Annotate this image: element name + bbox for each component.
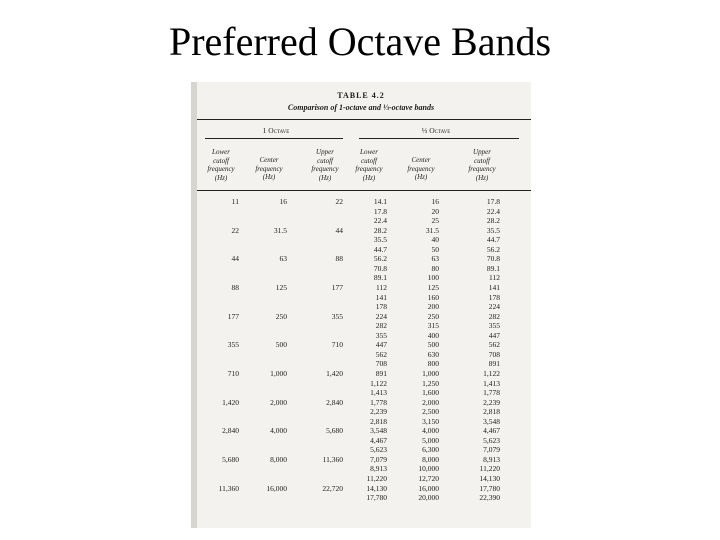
- octave-cell: 2,840: [222, 426, 239, 436]
- octave-group-header: 1 Octave: [262, 126, 290, 135]
- col-head-line: frequency: [207, 165, 235, 173]
- octave-cell: 355: [331, 311, 343, 321]
- col-head-line: frequency: [355, 165, 383, 173]
- third-octave-cell: 891: [375, 368, 387, 378]
- col-head-line: Lower: [212, 148, 230, 156]
- third-octave-cell: 17,780: [366, 493, 387, 503]
- octave-cell: 44: [335, 225, 343, 235]
- top-rule: [197, 119, 531, 120]
- third-octave-cell: 3,548: [483, 416, 500, 426]
- col-head-line: frequency: [468, 165, 496, 173]
- col-head-line: (Hz): [414, 173, 428, 181]
- octave-cell: 4,000: [270, 426, 287, 436]
- third-octave-cell: 20,000: [418, 493, 439, 503]
- third-octave-cell: 5,623: [483, 435, 500, 445]
- third-octave-cell: 17.8: [373, 206, 387, 216]
- third-octave-cell: 100: [427, 273, 439, 283]
- octave-cell: 1,000: [270, 368, 287, 378]
- third-octave-cell: 1,778: [483, 388, 500, 397]
- third-octave-cell: 112: [376, 282, 387, 292]
- third-octave-cell: 447: [488, 330, 500, 340]
- third-octave-cell: 50: [431, 244, 439, 254]
- third-octave-cell: 4,000: [422, 426, 439, 436]
- third-octave-cell: 6,300: [422, 445, 439, 455]
- octave-cell: 5,680: [222, 454, 239, 464]
- octave-cell: 1,420: [222, 397, 239, 407]
- third-octave-cell: 17.8: [486, 197, 500, 206]
- third-octave-cell: 44.7: [486, 235, 500, 245]
- third-octave-cell: 3,150: [422, 416, 439, 426]
- third-octave-cell: 12,720: [418, 474, 439, 483]
- third-octave-cell: 800: [427, 359, 439, 369]
- third-octave-cell: 562: [375, 349, 387, 359]
- col-head-third-center: [399, 156, 443, 182]
- col-head-line: (Hz): [262, 173, 276, 181]
- third-octave-cell: 1,122: [483, 368, 500, 378]
- third-octave-cell: 562: [488, 340, 500, 350]
- third-octave-cell: 400: [427, 330, 439, 340]
- third-octave-cell: 112: [489, 273, 500, 283]
- col-head-octave-center: [247, 156, 291, 182]
- third-octave-group-rule: [359, 138, 519, 139]
- third-octave-cell: 200: [427, 302, 439, 312]
- third-octave-cell: 630: [427, 349, 439, 359]
- third-octave-cell: 282: [375, 321, 387, 331]
- octave-cell: 11: [231, 197, 239, 206]
- third-octave-cell: 708: [375, 359, 387, 369]
- col-head-line: (Hz): [214, 173, 228, 182]
- col-head-line: frequency: [311, 165, 339, 173]
- octave-cell: 31.5: [273, 225, 287, 235]
- third-octave-cell: 224: [488, 302, 500, 312]
- col-head-line: (Hz): [362, 173, 376, 182]
- col-head-line: (Hz): [475, 173, 489, 182]
- third-octave-cell: 315: [427, 321, 439, 331]
- col-head-line: Upper: [473, 148, 491, 156]
- col-head-line: cutoff: [213, 156, 229, 165]
- third-octave-cell: 89.1: [373, 273, 387, 283]
- col-head-line: cutoff: [474, 156, 490, 165]
- octave-cell: 5,680: [326, 426, 343, 436]
- table-caption: Comparison of 1-octave and ⅓-octave bands: [287, 103, 435, 112]
- third-octave-cell: 89.1: [486, 263, 500, 273]
- third-octave-cell: 8,913: [483, 454, 500, 464]
- third-octave-cell: 56.2: [486, 244, 500, 254]
- col-head-octave-lower: [199, 148, 243, 182]
- col-head-line: frequency: [255, 164, 283, 173]
- col-head-octave-upper: [303, 148, 347, 182]
- third-octave-cell: 22,390: [479, 493, 500, 503]
- octave-cell: 1,420: [326, 368, 343, 378]
- third-octave-cell: 282: [488, 311, 500, 321]
- octave-cell: 44: [231, 254, 239, 264]
- third-octave-cell: 17,780: [479, 483, 500, 493]
- octave-cell: 125: [275, 282, 287, 292]
- third-octave-cell: 4,467: [483, 426, 500, 436]
- col-head-third-lower: [347, 148, 391, 182]
- scan-edge: [191, 82, 197, 528]
- third-octave-cell: 2,818: [483, 407, 500, 417]
- third-octave-cell: 16: [431, 197, 439, 206]
- col-head-line: Upper: [316, 148, 334, 156]
- third-octave-group-header: ⅓ Octave: [421, 126, 451, 135]
- octave-cell: 177: [331, 282, 343, 292]
- octave-cell: 88: [231, 282, 239, 292]
- col-head-line: Center: [411, 156, 431, 164]
- octave-cell: 11,360: [218, 483, 239, 493]
- third-octave-cell: 2,818: [370, 416, 387, 426]
- third-octave-cell: 2,239: [483, 397, 500, 407]
- third-octave-cell: 25: [431, 216, 439, 226]
- table-number: TABLE 4.2: [337, 91, 385, 100]
- octave-cell: 88: [335, 254, 343, 264]
- third-octave-cell: 8,913: [370, 464, 387, 474]
- slide-title: Preferred Octave Bands: [168, 19, 552, 64]
- octave-cell: 177: [227, 311, 239, 321]
- third-octave-cell: 125: [427, 282, 439, 292]
- third-octave-cell: 20: [431, 206, 439, 216]
- third-octave-cell: 891: [488, 359, 500, 369]
- third-octave-cell: 14,130: [366, 483, 387, 493]
- third-octave-cell: 35.5: [486, 225, 500, 235]
- third-octave-cell: 1,600: [422, 388, 439, 397]
- col-head-line: cutoff: [361, 156, 377, 165]
- octave-cell: 710: [331, 340, 343, 350]
- third-octave-cell: 2,239: [370, 407, 387, 417]
- third-octave-cell: 250: [427, 311, 439, 321]
- third-octave-cell: 14.1: [373, 197, 387, 206]
- third-octave-cell: 355: [488, 321, 500, 331]
- third-octave-cell: 5,000: [422, 435, 439, 445]
- third-octave-cell: 80: [431, 263, 439, 273]
- col-head-line: cutoff: [317, 156, 333, 165]
- octave-group-rule: [205, 138, 343, 139]
- third-octave-cell: 31.5: [425, 225, 439, 235]
- third-octave-cell: 22.4: [486, 206, 500, 216]
- third-octave-cell: 4,467: [370, 435, 387, 445]
- third-octave-cell: 7,079: [483, 445, 500, 455]
- col-head-third-upper: [460, 148, 504, 182]
- third-octave-cell: 447: [375, 340, 387, 350]
- octave-cell: 2,840: [326, 397, 343, 407]
- octave-cell: 500: [275, 340, 287, 350]
- third-octave-cell: 28.2: [486, 216, 500, 226]
- third-octave-cell: 40: [431, 235, 439, 245]
- octave-cell: 355: [227, 340, 239, 350]
- third-octave-cell: 708: [488, 349, 500, 359]
- third-octave-cell: 224: [375, 311, 387, 321]
- third-octave-cell: 5,623: [370, 445, 387, 455]
- header-rule: [197, 190, 531, 191]
- third-octave-cell: 141: [375, 292, 387, 302]
- third-octave-cell: 1,000: [422, 368, 439, 378]
- third-octave-cell: 70.8: [486, 254, 500, 264]
- octave-cell: 2,000: [270, 397, 287, 407]
- octave-cell: 16,000: [266, 483, 287, 493]
- third-octave-cell: 14,130: [479, 474, 500, 483]
- third-octave-cell: 44.7: [373, 244, 387, 254]
- third-octave-cell: 1,413: [370, 388, 387, 397]
- third-octave-cell: 178: [488, 292, 500, 302]
- octave-cell: 16: [279, 197, 287, 206]
- octave-cell: 710: [227, 368, 239, 378]
- third-octave-cell: 11,220: [366, 474, 387, 483]
- third-octave-cell: 11,220: [479, 464, 500, 474]
- third-octave-cell: 10,000: [418, 464, 439, 474]
- scanned-table-image: [191, 82, 531, 528]
- third-octave-cell: 355: [375, 330, 387, 340]
- third-octave-cell: 178: [375, 302, 387, 312]
- third-octave-cell: 16,000: [418, 483, 439, 493]
- col-head-line: frequency: [407, 164, 435, 173]
- third-octave-cell: 22.4: [373, 216, 387, 226]
- third-octave-cell: 56.2: [373, 254, 387, 264]
- octave-cell: 250: [275, 311, 287, 321]
- col-head-line: (Hz): [318, 173, 332, 182]
- octave-cell: 63: [279, 254, 287, 264]
- third-octave-cell: 1,250: [422, 378, 439, 388]
- third-octave-cell: 8,000: [422, 454, 439, 464]
- third-octave-cell: 1,778: [370, 397, 387, 407]
- col-head-line: Center: [259, 156, 279, 164]
- third-octave-cell: 141: [488, 282, 500, 292]
- octave-cell: 22,720: [322, 483, 343, 493]
- third-octave-cell: 3,548: [370, 426, 387, 436]
- col-head-line: Lower: [360, 148, 378, 156]
- third-octave-cell: 1,413: [483, 378, 500, 388]
- third-octave-cell: 35.5: [373, 235, 387, 245]
- third-octave-cell: 70.8: [373, 263, 387, 273]
- third-octave-cell: 7,079: [370, 454, 387, 464]
- third-octave-cell: 500: [427, 340, 439, 350]
- octave-cell: 8,000: [270, 454, 287, 464]
- third-octave-cell: 2,000: [422, 397, 439, 407]
- third-octave-cell: 1,122: [370, 378, 387, 388]
- third-octave-cell: 2,500: [422, 407, 439, 417]
- third-octave-cell: 63: [431, 254, 439, 264]
- third-octave-cell: 28.2: [373, 225, 387, 235]
- octave-cell: 11,360: [322, 454, 343, 464]
- octave-cell: 22: [335, 197, 343, 206]
- octave-cell: 22: [231, 225, 239, 235]
- third-octave-cell: 160: [427, 292, 439, 302]
